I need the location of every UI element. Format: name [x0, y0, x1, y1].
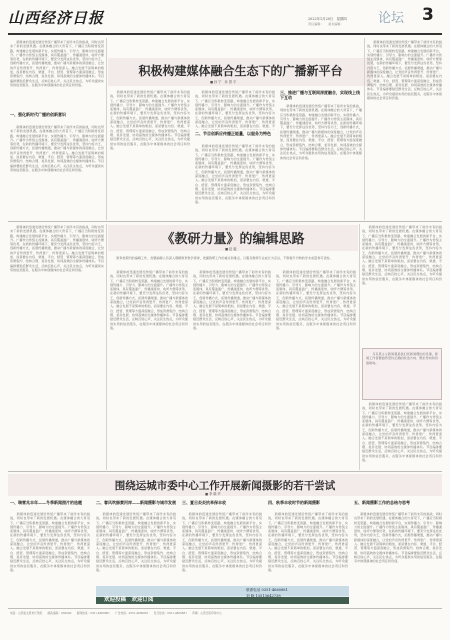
column-divider [106, 224, 107, 470]
article-2-byline: ■ 赵 毅 [225, 247, 237, 251]
ad-phone-1: 联系电话 0351-4660881 [246, 588, 288, 592]
article-3-heading-2: 二、春风吹绿黄河岸——新闻摄影与城市发展 [96, 500, 176, 505]
article-3-title: 围绕运城市委中心工作开展新闻摄影的若干尝试 [114, 480, 336, 492]
article-1-col-3: 新媒体的迅速发展给传统广播带来了前所未有的挑战，同时也带来了新的发展机遇。在媒体融合的大背景下，广播应当积极转变思路，构建融合发展的新平台，实现传播力、引导力、影响力的全面提升。广播作为传统主流媒体，具有覆盖面广、传播速度快、收听方便等优势，在新的传播环境下，要充分发挥这些优势，坚持内容为王，创新传播方式，拓展传播渠道，推动广播与新媒体的深度融合，让党的声音传得更开、传得更广、传得更深入。融合发展不是简单的相加，而是要在内容、渠道、平 [195, 90, 275, 129]
article-1-col-4: 新媒体的迅速发展给传统广播带来了前所未有的挑战，同时也带来了新的发展机遇。在媒体融合的大背景下，广播应当积极转变思路，构建融合发展的新平台，实现传播力、引导力、影响力的全面提升。广播作为传统主流媒体，具有覆盖面广、传播速度快、收听方便等优势，在新的传播环境下，要充分发挥这些优势，坚持内容为王，创新传播方式，拓展传播渠道，推动广播与新媒体的深度融合，让党的声音传得更开、传得更广、传得更深入。融合发展不是简单的相加，而是要在内容、渠道、平台、经营、管理等方面深度融合，形成资源集约、结构合理、差异发展、协同高效的全媒体传播体系。节目编排要贴近群众生活，反映百姓心声，关注民生热点，为听众提供实用的信息服务，在服务中体现媒体的社会责任和价值。 [280, 104, 362, 160]
article-1-left-text-2: 新媒体的迅速发展给传统广播带来了前所未有的挑战，同时也带来了新的发展机遇。在媒体融合的大背景下，广播应当积极转变思路，构建融合发展的新平台，实现传播力、引导力、影响力的全面提升。广播作为传统主流媒体，具有覆盖面广、传播速度快、收听方便等优势，在新的传播环境下，要充分发挥这些优势，坚持内容为王，创新传播方式，拓展传播渠道，推动广播与新媒体的深度融合，让党的声音传得更开、传得更广、传得更深入。融合发展不是简单的相加，而是要在内容、渠道、平台、经营、管理等方面深度融合，形成资源集约、结构合理、差异发展、协同高效的全媒体传播体系。节目编排要贴近群众生活，反映百姓心声，关注民生热点，为听众提供实用的信息服务，在服务中体现媒体的社会责任和价值。 [10, 125, 104, 172]
date-line: 2022年1月20日 星期四 [308, 17, 347, 21]
article-2-col-5b: 新媒体的迅速发展给传统广播带来了前所未有的挑战，同时也带来了新的发展机遇。在媒体融合的大背景下，广播应当积极转变思路，构建融合发展的新平台，实现传播力、引导力、影响力的全面提升。广播作为传统主流媒体，具有覆盖面广、传播速度快、收听方便等优势，在新的传播环境下，要充分发挥这些优势，坚持内容为王，创新传播方式，拓展传播渠道，推动广播与新媒体的深度融合，让党的声音传得更开、传得更广、传得更深入。融合发展不是简单的相加，而是要在内容、渠道、平台、经营、管理等方面深度融合，形成资源集约、结构合理、差异发展、协同高效的全媒体传播体系。节目编排要贴近群众生活，反映百姓心声，关注民生热点，为听众提供实用的信息服务，在服务中体现媒体的社会责任和价值。 [362, 402, 442, 462]
article-2-col-1: 新媒体的迅速发展给传统广播带来了前所未有的挑战，同时也带来了新的发展机遇。在媒体融合的大背景下，广播应当积极转变思路，构建融合发展的新平台，实现传播力、引导力、影响力的全面提升。广播作为传统主流媒体，具有覆盖面广、传播速度快、收听方便等优势，在新的传播环境下，要充分发挥这些优势，坚持内容为王，创新传播方式，拓展传播渠道，推动广播与新媒体的深度融合，让党的声音传得更开、传得更广、传得更深入。融合发展不是简单的相加，而是要在内容、渠道、平台、经营、管理等方面深度融合，形成资源集约、结构合理、差异发展、协同高效的全媒体传播体系。节目编排要贴近群众生活，反映百姓心声，关注民生热点，为听众提供实用的信息服务，在服务中体现媒体的社会责任和价值。 [10, 225, 104, 272]
article-1-heading-1: 一、强化新时代广播的创新意识 [10, 112, 66, 117]
article-1-title: 积极构建媒体融合生态下的广播新平台 [138, 64, 343, 78]
article-2-col-2: 新媒体的迅速发展给传统广播带来了前所未有的挑战，同时也带来了新的发展机遇。在媒体融合的大背景下，广播应当积极转变思路，构建融合发展的新平台，实现传播力、引导力、影响力的全面提升。广播作为传统主流媒体，具有覆盖面广、传播速度快、收听方便等优势，在新的传播环境下，要充分发挥这些优势，坚持内容为王，创新传播方式，拓展传播渠道，推动广播与新媒体的深度融合，让党的声音传得更开、传得更广、传得更深入。融合发展不是简单的相加，而是要在内容、渠道、平台、经营、管理等方面深度融合，形成资源集约、结构合理、差异发展、协同高效的全媒体传播体系。节目编排要贴近群众生活，反映百姓心声，关注民生热点，为听众提供实用的信息服务，在服务中体现媒体的社会责任和价值。 [110, 270, 188, 330]
section-rule-2 [8, 471, 442, 472]
article-3-byline: ■ 李 晓 华 [205, 492, 221, 496]
article-3-col-3: 新媒体的迅速发展给传统广播带来了前所未有的挑战，同时也带来了新的发展机遇。在媒体融合的大背景下，广播应当积极转变思路，构建融合发展的新平台，实现传播力、引导力、影响力的全面提升。广播作为传统主流媒体，具有覆盖面广、传播速度快、收听方便等优势，在新的传播环境下，要充分发挥这些优势，坚持内容为王，创新传播方式，拓展传播渠道，推动广播与新媒体的深度融合，让党的声音传得更开、传得更广、传得更深入。融合发展不是简单的相加，而是要在内容、渠道、平台、经营、管理等方面深度融合，形成资源集约、结构合理、差异发展、协同高效的全媒体传播体系。节目编排要贴近群众生活，反映百姓心声，关注民生热点，为听众提供实用的信息服务，在服务中体现媒体的社会责任和价值。 [182, 512, 262, 572]
section-label: 论坛 [378, 11, 405, 26]
column-divider [106, 38, 107, 220]
article-2-title: 《教研力量》的编辑思路 [161, 232, 305, 247]
article-3-col-4: 新媒体的迅速发展给传统广播带来了前所未有的挑战，同时也带来了新的发展机遇。在媒体融合的大背景下，广播应当积极转变思路，构建融合发展的新平台，实现传播力、引导力、影响力的全面提升。广播作为传统主流媒体，具有覆盖面广、传播速度快、收听方便等优势，在新的传播环境下，要充分发挥这些优势，坚持内容为王，创新传播方式，拓展传播渠道，推动广播与新媒体的深度融合，让党的声音传得更开、传得更广、传得更深入。融合发展不是简单的相加，而是要在内容、渠道、平台、经营、管理等方面深度融合，形成资源集约、结构合理、差异发展、协同高效的全媒体传播体系。节目编排要贴近群众生活，反映百姓心声，关注民生热点，为听众提供实用的信息服务，在服务中体现媒体的社会责任和价值。 [268, 512, 348, 572]
quote-box-text: 马克思主义新闻观是我们党新闻理论的灵魂，新闻工作者要始终坚持正确的政治方向、舆论导向和价值取向。 [366, 352, 438, 365]
article-2-col-5: 新媒体的迅速发展给传统广播带来了前所未有的挑战，同时也带来了新的发展机遇。在媒体融合的大背景下，广播应当积极转变思路，构建融合发展的新平台，实现传播力、引导力、影响力的全面提升。广播作为传统主流媒体，具有覆盖面广、传播速度快、收听方便等优势，在新的传播环境下，要充分发挥这些优势，坚持内容为王，创新传播方式，拓展传播渠道，推动广播与新媒体的深度融合，让党的声音传得更开、传得更广、传得更深入。融合发展不是简单的相加，而是要在内容、渠道、平台、经营、管理等方面深度融合，形成资源集约、结构合理、差异发展、协同高效的全媒体传播体系。节目编排要贴近群众生活，反映百姓心声，关注民生热点，为听众提供实用的信息服务，在服务中体现媒体的社会责任和价值。 [362, 225, 442, 285]
quote-box [362, 348, 442, 400]
ad-tagline: 欢迎投稿 欢迎订阅 [104, 597, 154, 603]
article-1-byline: ■ 孙 宁 孙 国 平 [210, 80, 237, 84]
article-1-col-2: 新媒体的迅速发展给传统广播带来了前所未有的挑战，同时也带来了新的发展机遇。在媒体融合的大背景下，广播应当积极转变思路，构建融合发展的新平台，实现传播力、引导力、影响力的全面提升。广播作为传统主流媒体，具有覆盖面广、传播速度快、收听方便等优势，在新的传播环境下，要充分发挥这些优势，坚持内容为王，创新传播方式，拓展传播渠道，推动广播与新媒体的深度融合，让党的声音传得更开、传得更广、传得更深入。融合发展不是简单的相加，而是要在内容、渠道、平台、经营、管理等方面深度融合，形成资源集约、结构合理、差异发展、协同高效的全媒体传播体系。节目编排要贴近群众生活，反映百姓心声，关注民生热点，为听众提供实用的信息服务，在服务中体现媒体的社会责任和价值。 [110, 90, 190, 150]
article-3-heading-3: 三、夏日炎炎抗旱保丰收 [182, 500, 226, 505]
ad-banner [96, 586, 349, 604]
ad-phone-2: 刘 晓 13513642738 [246, 594, 281, 598]
masthead [8, 4, 442, 30]
article-3-col-5: 新媒体的迅速发展给传统广播带来了前所未有的挑战，同时也带来了新的发展机遇。在媒体融合的大背景下，广播应当积极转变思路，构建融合发展的新平台，实现传播力、引导力、影响力的全面提升。广播作为传统主流媒体，具有覆盖面广、传播速度快、收听方便等优势，在新的传播环境下，要充分发挥这些优势，坚持内容为王，创新传播方式，拓展传播渠道，推动广播与新媒体的深度融合，让党的声音传得更开、传得更广、传得更深入。融合发展不是简单的相加，而是要在内容、渠道、平台、经营、管理等方面深度融合，形成资源集约、结构合理、差异发展、协同高效的全媒体传播体系。节目编排要贴近群众生活，反映百姓心声，关注民生热点，为听众提供实用的信息服务，在服务中体现媒体的社会责任和价值。 [354, 512, 442, 564]
article-3-heading-4: 四、秋季丰收时节的新闻摄影 [268, 500, 320, 505]
article-3-heading-5: 五、新闻摄影工作的总结与思考 [354, 500, 410, 505]
article-2-col-3: 新媒体的迅速发展给传统广播带来了前所未有的挑战，同时也带来了新的发展机遇。在媒体融合的大背景下，广播应当积极转变思路，构建融合发展的新平台，实现传播力、引导力、影响力的全面提升。广播作为传统主流媒体，具有覆盖面广、传播速度快、收听方便等优势，在新的传播环境下，要充分发挥这些优势，坚持内容为王，创新传播方式，拓展传播渠道，推动广播与新媒体的深度融合，让党的声音传得更开、传得更广、传得更深入。融合发展不是简单的相加，而是要在内容、渠道、平台、经营、管理等方面深度融合，形成资源集约、结构合理、差异发展、协同高效的全媒体传播体系。节目编排要贴近群众生活，反映百姓心声，关注民生热点，为听众提供实用的信息服务，在服务中体现媒体的社会责任和价值。 [193, 270, 271, 330]
column-divider [359, 224, 360, 470]
section-rule-1 [8, 221, 442, 222]
footer-rule [8, 608, 442, 609]
article-1-col-3b: 新媒体的迅速发展给传统广播带来了前所未有的挑战，同时也带来了新的发展机遇。在媒体融合的大背景下，广播应当积极转变思路，构建融合发展的新平台，实现传播力、引导力、影响力的全面提升。广播作为传统主流媒体，具有覆盖面广、传播速度快、收听方便等优势，在新的传播环境下，要充分发挥这些优势，坚持内容为王，创新传播方式，拓展传播渠道，推动广播与新媒体的深度融合，让党的声音传得更开、传得更广、传得更深入。融合发展不是简单的相加，而是要在内容、渠道、平台、经营、管理等方面深度融合，形成资源集约、结构合理、差异发展、协同高效的全媒体传播体系。节目编排要贴近群众生活，反映百姓心声，关注民生热点，为听众提供实用的信息服务，在服务中体现媒体的社会责任和价值。 [195, 144, 275, 204]
article-1-heading-2: 二、节目创新应传播正能量，以服务为特色 [195, 131, 271, 136]
masthead-rule [8, 33, 442, 35]
article-2-col-4: 新媒体的迅速发展给传统广播带来了前所未有的挑战，同时也带来了新的发展机遇。在媒体融合的大背景下，广播应当积极转变思路，构建融合发展的新平台，实现传播力、引导力、影响力的全面提升。广播作为传统主流媒体，具有覆盖面广、传播速度快、收听方便等优势，在新的传播环境下，要充分发挥这些优势，坚持内容为王，创新传播方式，拓展传播渠道，推动广播与新媒体的深度融合，让党的声音传得更开、传得更广、传得更深入。融合发展不是简单的相加，而是要在内容、渠道、平台、经营、管理等方面深度融合，形成资源集约、结构合理、差异发展、协同高效的全媒体传播体系。节目编排要贴近群众生活，反映百姓心声，关注民生热点，为听众提供实用的信息服务，在服务中体现媒体的社会责任和价值。 [276, 270, 356, 330]
newspaper-logo: 山西经济日报 [8, 9, 105, 27]
article-1-heading-3: 三、推进广播与互联网深度融合，实现线上线下互动 [280, 90, 360, 100]
article-1-left-text: 新媒体的迅速发展给传统广播带来了前所未有的挑战，同时也带来了新的发展机遇。在媒体融合的大背景下，广播应当积极转变思路，构建融合发展的新平台，实现传播力、引导力、影响力的全面提升。广播作为传统主流媒体，具有覆盖面广、传播速度快、收听方便等优势，在新的传播环境下，要充分发挥这些优势，坚持内容为王，创新传播方式，拓展传播渠道，推动广播与新媒体的深度融合，让党的声音传得更开、传得更广、传得更深入。融合发展不是简单的相加，而是要在内容、渠道、平台、经营、管理等方面深度融合，形成资源集约、结构合理、差异发展、协同高效的全媒体传播体系。节目编排要贴近群众生活，反映百姓心声，关注民生热点，为听众提供实用的信息服务，在服务中体现媒体的社会责任和价值。 [10, 40, 104, 87]
article-2-intro: 教育类期刊的编辑工作，需要编辑人员深入理解教育教学规律，把握教研工作的重点和难点，以服务教师专业成长为宗旨，不断提升刊物的学术质量和可读性。 [110, 256, 333, 260]
column-divider [364, 38, 365, 220]
article-3-col-1: 新媒体的迅速发展给传统广播带来了前所未有的挑战，同时也带来了新的发展机遇。在媒体融合的大背景下，广播应当积极转变思路，构建融合发展的新平台，实现传播力、引导力、影响力的全面提升。广播作为传统主流媒体，具有覆盖面广、传播速度快、收听方便等优势，在新的传播环境下，要充分发挥这些优势，坚持内容为王，创新传播方式，拓展传播渠道，推动广播与新媒体的深度融合，让党的声音传得更开、传得更广、传得更深入。融合发展不是简单的相加，而是要在内容、渠道、平台、经营、管理等方面深度融合，形成资源集约、结构合理、差异发展、协同高效的全媒体传播体系。节目编排要贴近群众生活，反映百姓心声，关注民生热点，为听众提供实用的信息服务，在服务中体现媒体的社会责任和价值。 [10, 512, 90, 572]
footer-line: 电话：山西省太原市长风街 邮政编码：030000 新闻热线：0351-4660881 广告热线：0351-4660881 发行热线：0351-4660881 印刷：山西日报印务中心 [10, 611, 222, 615]
article-3-heading-1: 一、瑞雪兆丰年——冬季新闻照片的选题 [10, 500, 82, 505]
page-number: 3 [422, 5, 434, 25]
editor-line: 责任编辑： 美术编辑： [308, 22, 344, 26]
article-3-col-2: 新媒体的迅速发展给传统广播带来了前所未有的挑战，同时也带来了新的发展机遇。在媒体融合的大背景下，广播应当积极转变思路，构建融合发展的新平台，实现传播力、引导力、影响力的全面提升。广播作为传统主流媒体，具有覆盖面广、传播速度快、收听方便等优势，在新的传播环境下，要充分发挥这些优势，坚持内容为王，创新传播方式，拓展传播渠道，推动广播与新媒体的深度融合，让党的声音传得更开、传得更广、传得更深入。融合发展不是简单的相加，而是要在内容、渠道、平台、经营、管理等方面深度融合，形成资源集约、结构合理、差异发展、协同高效的全媒体传播体系。节目编排要贴近群众生活，反映百姓心声，关注民生热点，为听众提供实用的信息服务，在服务中体现媒体的社会责任和价值。 [96, 512, 176, 572]
article-1-col-5: 新媒体的迅速发展给传统广播带来了前所未有的挑战，同时也带来了新的发展机遇。在媒体融合的大背景下，广播应当积极转变思路，构建融合发展的新平台，实现传播力、引导力、影响力的全面提升。广播作为传统主流媒体，具有覆盖面广、传播速度快、收听方便等优势，在新的传播环境下，要充分发挥这些优势，坚持内容为王，创新传播方式，拓展传播渠道，推动广播与新媒体的深度融合，让党的声音传得更开、传得更广、传得更深入。融合发展不是简单的相加，而是要在内容、渠道、平台、经营、管理等方面深度融合，形成资源集约、结构合理、差异发展、协同高效的全媒体传播体系。节目编排要贴近群众生活，反映百姓心声，关注民生热点，为听众提供实用的信息服务，在服务中体现媒体的社会责任和价值。 [367, 40, 442, 100]
